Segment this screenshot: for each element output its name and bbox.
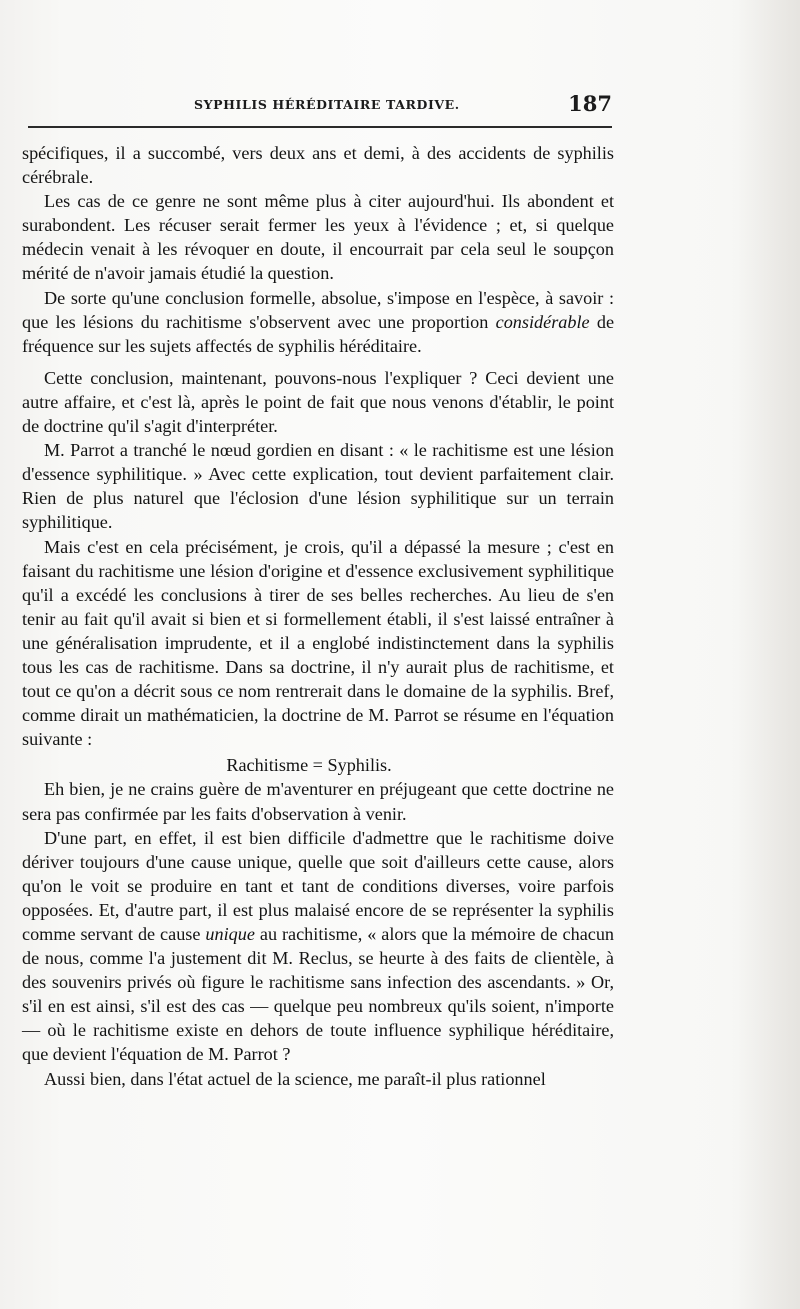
header-rule [28,126,612,128]
paragraph: Les cas de ce genre ne sont même plus à citer aujourd'hui. Ils abondent et surabondent. Les récuser serait fermer les yeux à l'évidence ; et, si quelque médecin venait à les révoquer en doute, il encourrait par cela seul le soupçon mérité de n'avoir jamais étudié la question. [22,191,614,284]
paragraph [22,286,614,358]
paragraph: Mais c'est en cela précisément, je crois, qu'il a dépassé la mesure ; c'est en faisant du rachitisme une lésion d'origine et d'essence exclusivement syphilitique qu'il a excédé les conclusions à tirer de ses belles recherches. Au lieu de s'en tenir au fait qu'il avait si bien et si formellement établi, il s'est laissé entraîner à une généralisation imprudente, et il a englobé indistinctement dans la syphilis tous les cas de rachitisme. Dans sa doctrine, il n'y aurait plus de rachitisme, et tout ce qu'on a décrit sous ce nom rentrerait dans le domaine de la syphilis. Bref, comme dirait un mathématicien, la doctrine de M. Parrot se résume en l'équation suivante : [22,536,614,750]
equation: Rachitisme = Syphilis. [226,755,392,776]
paragraph [22,826,614,1067]
page-number: 187 [568,91,612,116]
paragraph: Cette conclusion, maintenant, pouvons-nous l'expliquer ? Ceci devient une autre affaire, et c'est là, après le point de fait que nous venons d'établir, le point de doctrine qu'il s'agit d'interpréter. [22,367,614,437]
paragraph: Aussi bien, dans l'état actuel de la science, me paraît-il plus rationnel [44,1068,546,1089]
paragraph: M. Parrot a tranché le nœud gordien en disant : « le rachitisme est une lésion d'essence syphilitique. » Avec cette explication, tout devient parfaitement clair. Rien de plus naturel que l'éclosion d'une lésion syphilitique sur un terrain syphilitique. [22,440,614,533]
body-text [22,141,614,1091]
paragraph-text: de fréquence sur les sujets affectés de syphilis héréditaire. [22,311,615,356]
paragraph: spécifiques, il a succombé, vers deux ans et demi, à des accidents de syphilis cérébrale. [22,143,614,188]
paragraph-text: au rachitisme, « alors que la mémoire de chacun de nous, comme l'a justement dit M. Reclus, se heurte à des faits de clientèle, à des souvenirs privés où figure le rachitisme sans infection des ascendants. » Or, s'il en est ainsi, s'il est des cas — quelque peu nombreux qu'ils soient, n'importe — où le rachitisme existe en dehors de toute influence syphilique héréditaire, que devient l'équation de M. Parrot ? [22,924,615,1065]
emphasis: unique [205,924,255,944]
page-edge-shadow [730,0,800,1309]
paragraph-text: D'une part, en effet, il est bien difficile d'admettre que le rachitisme doive dériver toujours d'une cause unique, quelle que soit d'ailleurs cette cause, alors qu'on le voit se produire en tant et tant de conditions diverses, voire parfois opposées. Et, d'autre part, il est plus malaisé encore de se représenter la syphilis comme servant de cause [22,827,614,944]
running-title: SYPHILIS HÉRÉDITAIRE TARDIVE. [194,97,460,112]
running-header [194,91,614,121]
paragraph: Eh bien, je ne crains guère de m'aventurer en préjugeant que cette doctrine ne sera pas confirmée par les faits d'observation à venir. [22,779,614,824]
paragraph-text: De sorte qu'une conclusion formelle, absolue, s'impose en l'espèce, à savoir : que les lésions du rachitisme s'observent avec une proportion [22,287,614,332]
emphasis: considérable [495,311,590,332]
